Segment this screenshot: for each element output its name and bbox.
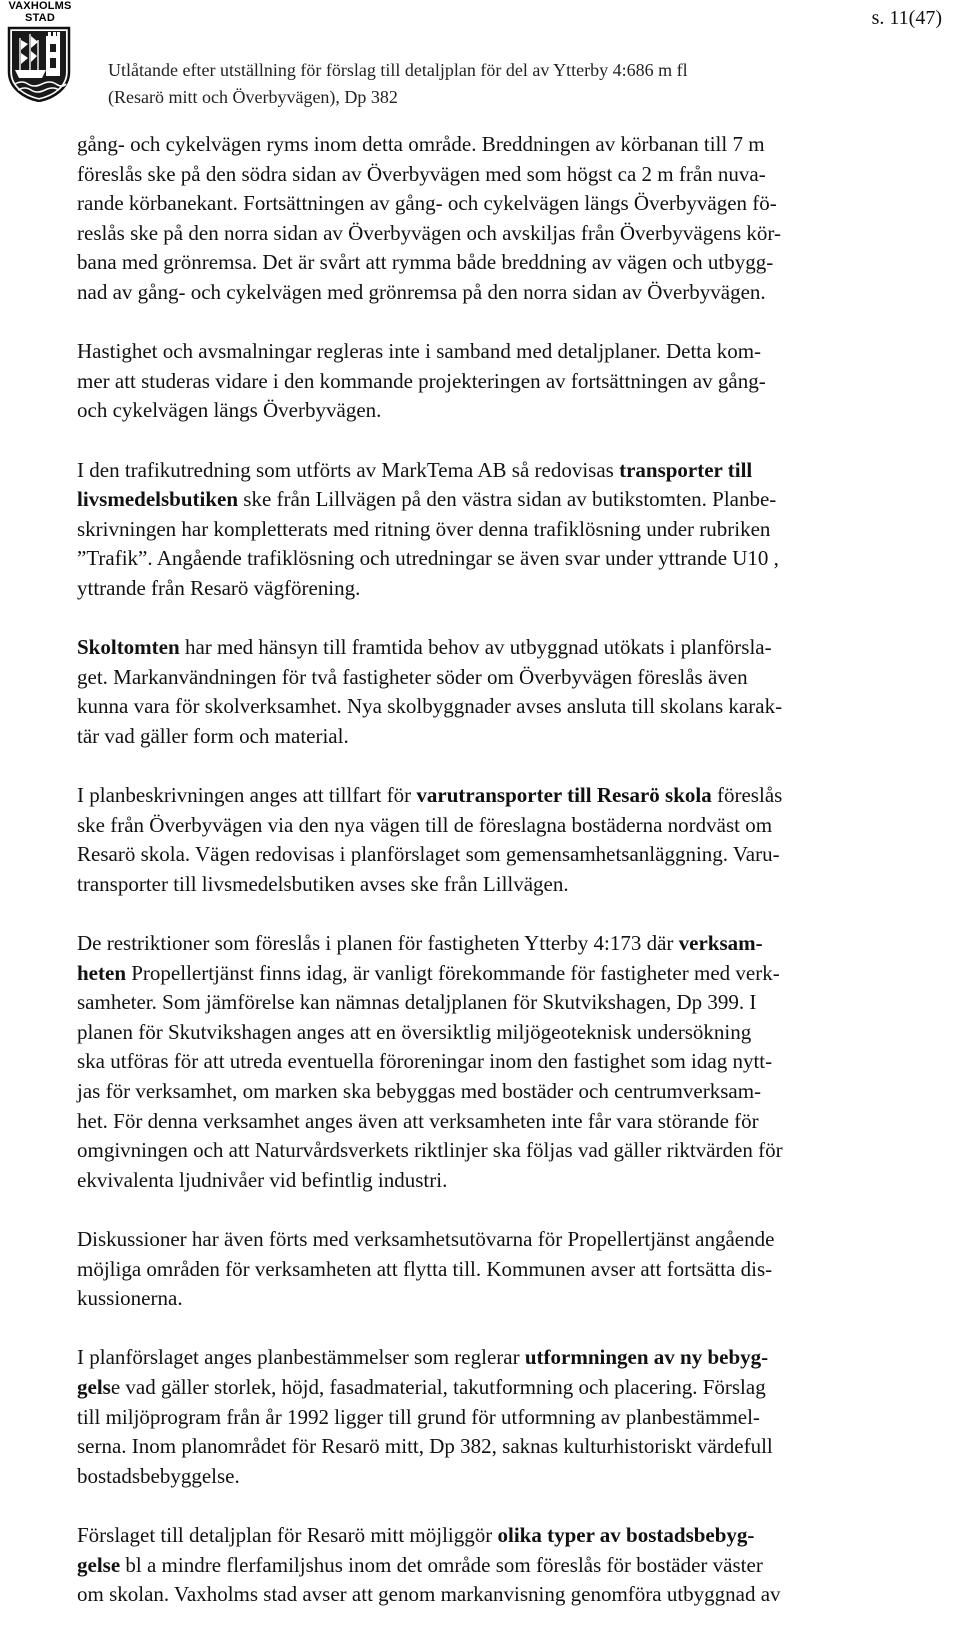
- bold-text-segment: heten: [77, 960, 126, 985]
- text-segment: ska utföras för att utreda eventuella föroreningar inom den fastighet som idag nytt-: [77, 1049, 773, 1074]
- text-line: [77, 959, 943, 989]
- text-segment: föreslås: [711, 783, 783, 808]
- text-line: [77, 1047, 943, 1077]
- text-line: [77, 1343, 943, 1373]
- text-segment: kunna vara för skolverksamhet. Nya skolbyggnader avses ansluta till skolans karak-: [77, 694, 783, 719]
- text-segment: het. För denna verksamhet anges även att verksamheten inte får vara störande för: [77, 1108, 759, 1133]
- text-segment: I planförslaget anges planbestämmelser som reglerar: [77, 1345, 525, 1370]
- text-segment: till miljöprogram från år 1992 ligger till grund för utformning av planbestämmel-: [77, 1404, 760, 1429]
- text-segment: ekvivalenta ljudnivåer vid befintlig industri.: [77, 1167, 448, 1192]
- paragraph: [77, 1343, 943, 1491]
- bold-text-segment: gels: [77, 1374, 111, 1399]
- text-line: [77, 219, 943, 249]
- text-line: [77, 485, 943, 515]
- text-segment: De restriktioner som föreslås i planen för fastigheten Ytterby 4:173 där: [77, 931, 679, 956]
- ship-crest-icon: [6, 26, 72, 102]
- text-line: [77, 988, 943, 1018]
- text-line: [77, 456, 943, 486]
- text-line: [77, 337, 943, 367]
- bold-text-segment: utformningen av ny bebyg-: [524, 1345, 769, 1370]
- text-segment: rande körbanekant. Fortsättningen av gång- och cykelvägen längs Överbyvägen fö-: [77, 191, 777, 216]
- text-line: [77, 574, 943, 604]
- header-title-line2: (Resarö mitt och Överbyvägen), Dp 382: [108, 87, 398, 107]
- text-segment: Propellertjänst finns idag, är vanligt förekommande för fastigheter med verk-: [126, 960, 780, 985]
- header-title-line1: Utlåtande efter utställning för förslag till detaljplan för del av Ytterby 4:686 m fl: [108, 60, 688, 80]
- text-line: [77, 1018, 943, 1048]
- paragraph: [77, 781, 943, 899]
- text-segment: omgivningen och att Naturvårdsverkets riktlinjer ska följas vad gäller riktvärden för: [77, 1138, 783, 1163]
- document-header: [108, 57, 688, 111]
- text-line: [77, 1403, 943, 1433]
- text-line: [77, 1551, 943, 1581]
- text-line: [77, 367, 943, 397]
- text-line: [77, 692, 943, 722]
- paragraph: [77, 929, 943, 1195]
- text-segment: yttrande från Resarö vägförening.: [77, 575, 361, 600]
- text-line: [77, 1077, 943, 1107]
- text-segment: ske från Lillvägen på den västra sidan av butikstomten. Planbe-: [238, 487, 777, 512]
- text-segment: ske från Överbyvägen via den nya vägen till de föreslagna bostäderna nordväst om: [77, 812, 773, 837]
- text-line: [77, 1284, 943, 1314]
- text-segment: Resarö skola. Vägen redovisas i planförslaget som gemensamhetsanläggning. Varu-: [77, 842, 780, 867]
- text-segment: planen för Skutvikshagen anges att en översiktlig miljögeoteknisk undersökning: [77, 1019, 752, 1044]
- text-line: [77, 189, 943, 219]
- bold-text-segment: Skoltomten: [77, 635, 180, 660]
- text-segment: kussionerna.: [77, 1286, 183, 1311]
- text-segment: ”Trafik”. Angående trafiklösning och utredningar se även svar under yttrande U10 ,: [77, 546, 779, 571]
- text-line: [77, 1107, 943, 1137]
- text-segment: möjliga områden för verksamheten att flytta till. Kommunen avser att fortsätta dis-: [77, 1256, 773, 1281]
- text-segment: bostadsbebyggelse.: [77, 1463, 240, 1488]
- text-segment: nad av gång- och cykelvägen med grönremsa på den norra sidan av Överbyvägen.: [77, 279, 766, 304]
- text-segment: tär vad gäller form och material.: [77, 723, 349, 748]
- text-segment: Hastighet och avsmalningar regleras inte i samband med detaljplaner. Detta kom-: [77, 339, 762, 364]
- bold-text-segment: gelse: [77, 1552, 121, 1577]
- logo-text-line1: VAXHOLMS: [8, 0, 72, 12]
- text-line: [77, 544, 943, 574]
- bold-text-segment: varutransporter till Resarö skola: [416, 783, 712, 808]
- text-segment: bl a mindre flerfamiljshus inom det område som föreslås för bostäder väster: [120, 1552, 763, 1577]
- text-line: [77, 663, 943, 693]
- text-line: [77, 1166, 943, 1196]
- text-segment: och cykelvägen längs Överbyvägen.: [77, 398, 382, 423]
- text-line: [77, 248, 943, 278]
- text-line: [77, 722, 943, 752]
- paragraph: [77, 130, 943, 308]
- text-line: [77, 840, 943, 870]
- text-segment: I planbeskrivningen anges att tillfart för: [77, 783, 417, 808]
- text-segment: Diskussioner har även förts med verksamhetsutövarna för Propellertjänst angående: [77, 1226, 775, 1251]
- text-segment: samheter. Som jämförelse kan nämnas detaljplanen för Skutvikshagen, Dp 399. I: [77, 990, 757, 1015]
- body-text: [77, 130, 943, 1639]
- text-line: [77, 633, 943, 663]
- text-line: [77, 1432, 943, 1462]
- text-line: [77, 160, 943, 190]
- text-segment: I den trafikutredning som utförts av MarkTema AB så redovisas: [77, 457, 620, 482]
- text-segment: get. Markanvändningen för två fastigheter söder om Överbyvägen föreslås även: [77, 664, 748, 689]
- paragraph: [77, 633, 943, 751]
- text-line: [77, 811, 943, 841]
- bold-text-segment: livsmedelsbutiken: [77, 487, 239, 512]
- text-line: [77, 1136, 943, 1166]
- bold-text-segment: olika typer av bostadsbebyg-: [497, 1522, 755, 1547]
- paragraph: [77, 1521, 943, 1610]
- paragraph: [77, 456, 943, 604]
- text-line: [77, 1580, 943, 1610]
- page-number: s. 11(47): [871, 7, 942, 29]
- text-line: [77, 1225, 943, 1255]
- bold-text-segment: transporter till: [619, 457, 753, 482]
- text-segment: jas för verksamhet, om marken ska bebyggas med bostäder och centrumverksam-: [77, 1079, 762, 1103]
- logo-text-line2: STAD: [25, 12, 55, 24]
- text-segment: transporter till livsmedelsbutiken avses ske från Lillvägen.: [77, 871, 569, 896]
- text-line: [77, 130, 943, 160]
- text-segment: om skolan. Vaxholms stad avser att genom markanvisning genomföra utbyggnad av: [77, 1582, 781, 1607]
- text-line: [77, 1373, 943, 1403]
- text-line: [77, 781, 943, 811]
- text-line: [77, 1462, 943, 1492]
- text-segment: mer att studeras vidare i den kommande projekteringen av fortsättningen av gång-: [77, 368, 766, 393]
- paragraph: [77, 337, 943, 426]
- text-segment: har med hänsyn till framtida behov av utbyggnad utökats i planförsla-: [179, 635, 772, 660]
- vaxholm-logo: [0, 0, 80, 110]
- text-line: [77, 870, 943, 900]
- text-segment: föreslås ske på den södra sidan av Överbyvägen med som högst ca 2 m från nuva-: [77, 161, 766, 186]
- paragraph: [77, 1225, 943, 1314]
- text-segment: skrivningen har kompletterats med ritning över denna trafiklösning under rubriken: [77, 516, 771, 541]
- text-segment: serna. Inom planområdet för Resarö mitt, Dp 382, saknas kulturhistoriskt värdefull: [77, 1434, 773, 1459]
- text-line: [77, 1255, 943, 1285]
- text-line: [77, 515, 943, 545]
- text-segment: reslås ske på den norra sidan av Överbyvägen och avskiljas från Överbyvägens kör-: [77, 220, 782, 245]
- text-line: [77, 929, 943, 959]
- text-segment: Förslaget till detaljplan för Resarö mitt möjliggör: [77, 1522, 498, 1547]
- bold-text-segment: verksam-: [678, 931, 763, 956]
- text-segment: gång- och cykelvägen ryms inom detta område. Breddningen av körbanan till 7 m: [77, 132, 765, 156]
- text-segment: bana med grönremsa. Det är svårt att rymma både breddning av vägen och utbygg-: [77, 250, 774, 275]
- text-segment: e vad gäller storlek, höjd, fasadmaterial, takutformning och placering. Förslag: [110, 1374, 766, 1399]
- text-line: [77, 1521, 943, 1551]
- text-line: [77, 278, 943, 308]
- text-line: [77, 396, 943, 426]
